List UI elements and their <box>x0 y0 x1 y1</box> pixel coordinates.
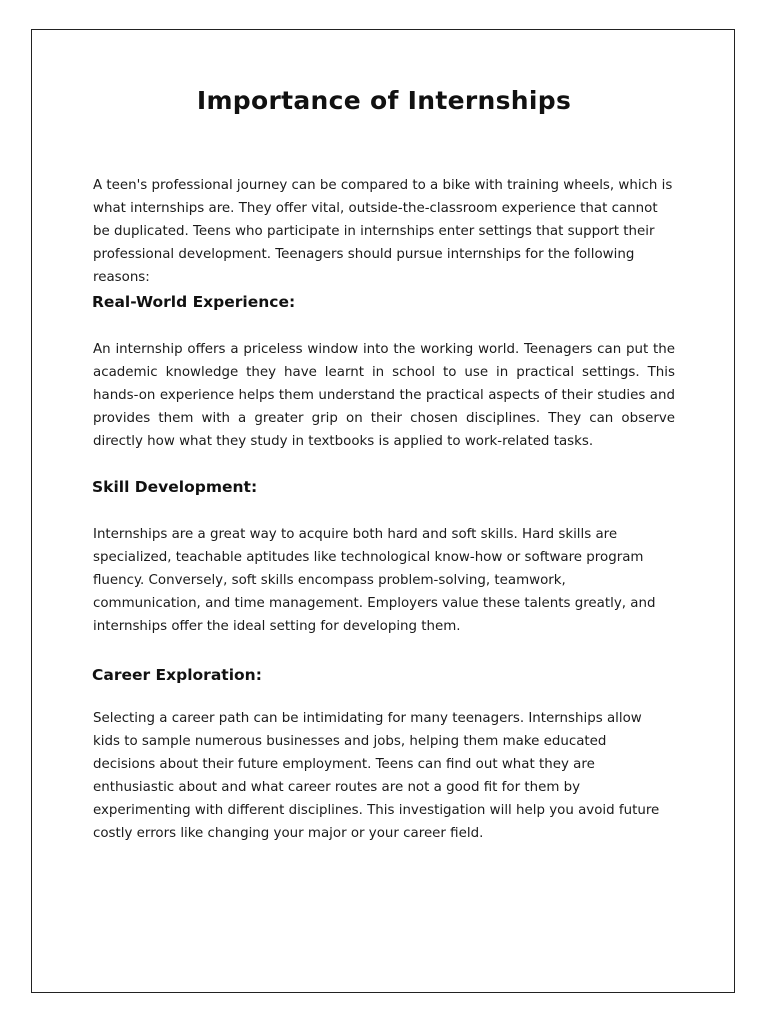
section-body-real-world-experience: An internship offers a priceless window into the working world. Teenagers can put the academic knowledge they have learnt in school to use in practical settings. This hands-on experience helps them understand the practical aspects of their studies and provides them with a greater grip on their chosen disciplines. They can observe directly how what they study in textbooks is applied to work-related tasks. <box>93 342 675 449</box>
section-heading-skill-development: Skill Development: <box>92 478 258 496</box>
section-heading-real-world-experience: Real-World Experience: <box>92 293 296 311</box>
section-heading-career-exploration: Career Exploration: <box>92 666 262 684</box>
section-body-career-exploration: Selecting a career path can be intimidating for many teenagers. Internships allow kids to sample numerous businesses and jobs, helping them make educated decisions about their future employment. Teens can find out what they are enthusiastic about and what career routes are not a good fit for them by experimenting with different disciplines. This investigation will help you avoid future costly errors like changing your major or your career field. <box>93 711 660 842</box>
intro-paragraph: A teen's professional journey can be compared to a bike with training wheels, which is what internships are. They offer vital, outside-the-classroom experience that cannot be duplicated. Teens who participate in internships enter settings that support their professional development. Teenagers should pursue internships for the following reasons: <box>93 178 673 285</box>
document-title: Importance of Internships <box>196 86 572 115</box>
section-body-skill-development: Internships are a great way to acquire both hard and soft skills. Hard skills are specialized, teachable aptitudes like technological know-how or software program fluency. Conversely, soft skills encompass problem-solving, teamwork, communication, and time management. Employers value these talents greatly, and internships offer the ideal setting for developing them. <box>93 527 656 634</box>
